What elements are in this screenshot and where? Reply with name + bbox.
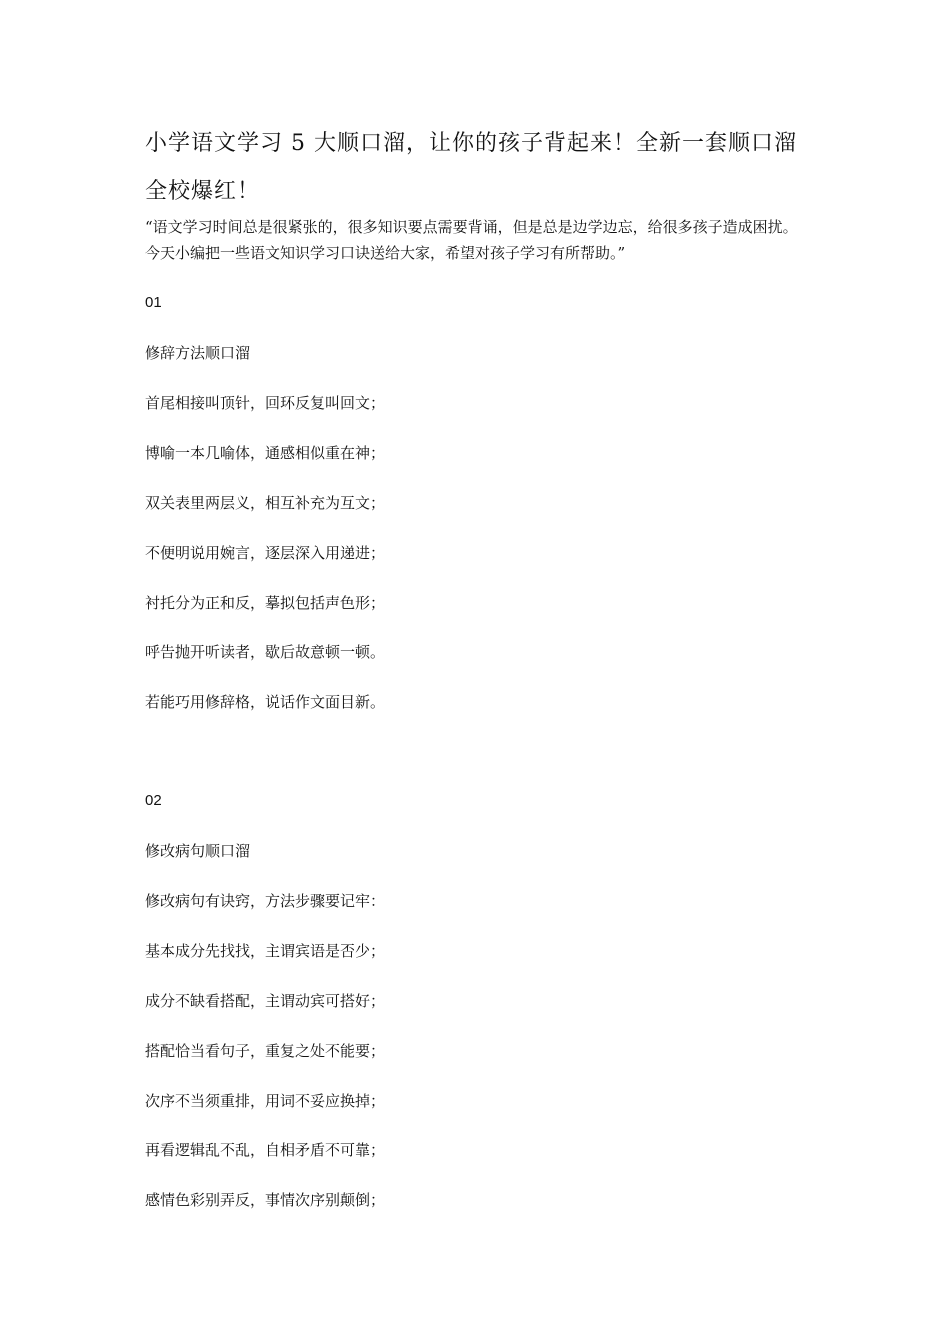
verse-line: 基本成分先找找，主谓宾语是否少； [145,942,386,960]
intro-paragraph: “语文学习时间总是很紧张的，很多知识要点需要背诵，但是总是边学边忘，给很多孩子造成困扰。今天小编把一些语文知识学习口诀送给大家，希望对孩子学习有所帮助。” [145,218,798,262]
section-heading: 修辞方法顺口溜 [145,344,251,362]
verse-line: 首尾相接叫顶针，回环反复叫回文； [145,394,386,412]
section-number: 01 [145,294,162,311]
verse-line: 双关表里两层义，相互补充为互文； [145,494,386,512]
verse-line: 修改病句有诀窍，方法步骤要记牢： [145,892,386,910]
verse-line: 若能巧用修辞格，说话作文面目新。 [145,693,386,711]
document-title: 小学语文学习 5 大顺口溜，让你的孩子背起来！全新一套顺口溜全校爆红！ [145,131,797,204]
verse-line: 搭配恰当看句子，重复之处不能要； [145,1042,386,1060]
verse-line: 不便明说用婉言，逐层深入用递进； [145,544,386,562]
verse-line: 再看逻辑乱不乱，自相矛盾不可靠； [145,1141,386,1159]
section-heading: 修改病句顺口溜 [145,842,251,860]
verse-line: 感情色彩别弄反，事情次序别颠倒； [145,1191,386,1209]
section-number: 02 [145,792,162,809]
verse-line: 呼告抛开听读者，歇后故意顿一顿。 [145,643,386,661]
verse-line: 衬托分为正和反，摹拟包括声色形； [145,594,386,612]
verse-line: 博喻一本几喻体，通感相似重在神； [145,444,386,462]
verse-line: 次序不当须重排，用词不妥应换掉； [145,1092,386,1110]
verse-line: 成分不缺看搭配，主谓动宾可搭好； [145,992,386,1010]
